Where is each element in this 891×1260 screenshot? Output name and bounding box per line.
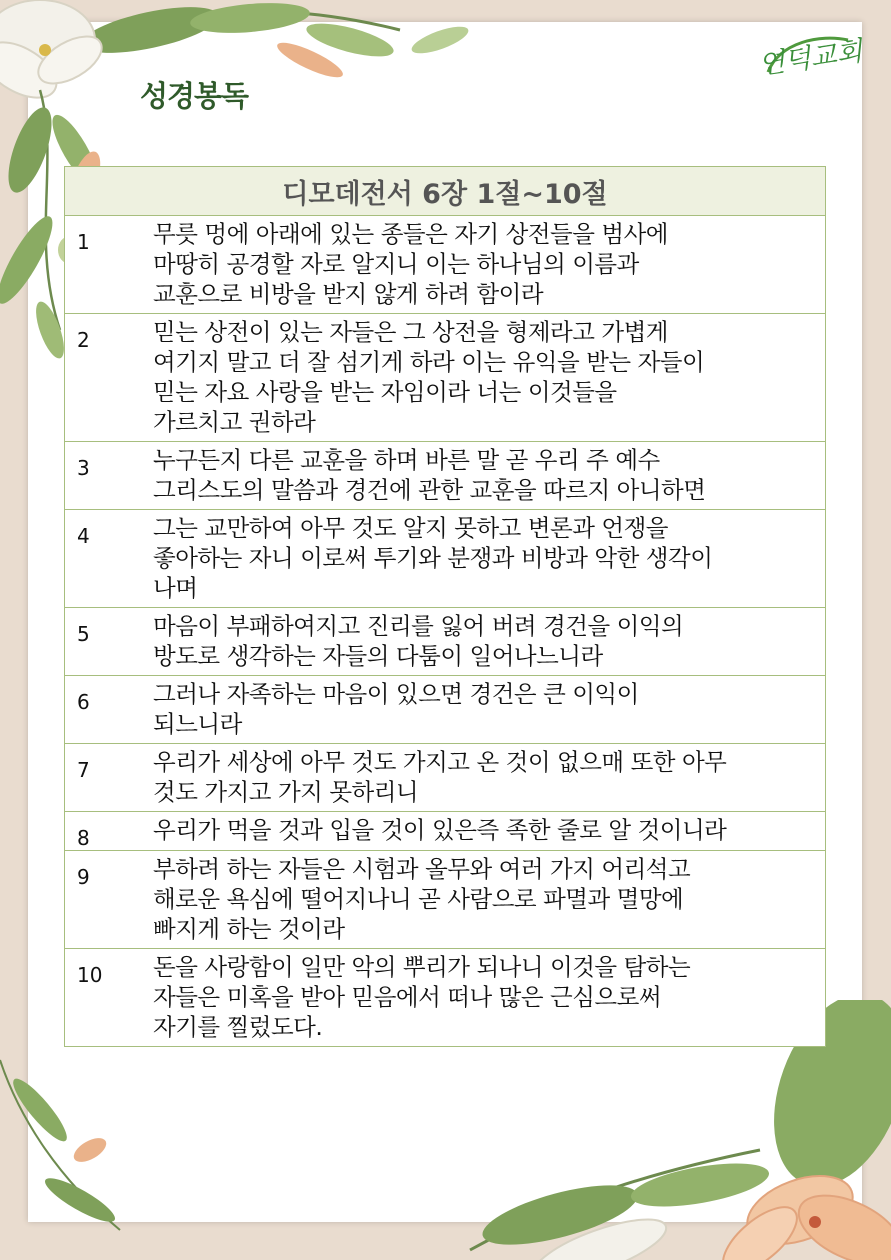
scripture-reading-table xyxy=(64,166,826,1047)
verse-row xyxy=(65,949,826,1047)
verse-line: 방도로 생각하는 자들의 다툼이 일어나느니라 xyxy=(153,642,603,670)
verse-line: 믿는 자요 사랑을 받는 자임이라 너는 이것들을 xyxy=(153,378,617,406)
verse-line: 우리가 세상에 아무 것도 가지고 온 것이 없으매 또한 아무 xyxy=(153,748,727,776)
verse-line: 돈을 사랑함이 일만 악의 뿌리가 되나니 이것을 탐하는 xyxy=(153,953,691,981)
verse-number: 10 xyxy=(65,949,150,1047)
verse-row xyxy=(65,216,826,314)
verse-line: 마땅히 공경할 자로 알지니 이는 하나님의 이름과 xyxy=(153,250,639,278)
verse-text xyxy=(149,676,826,744)
verse-number: 5 xyxy=(65,608,150,676)
verse-text xyxy=(149,442,826,510)
verse-text xyxy=(149,851,826,949)
verse-row xyxy=(65,744,826,812)
reading-heading: 디모데전서 6장 1절~10절 xyxy=(65,167,826,216)
verse-row xyxy=(65,851,826,949)
verse-row xyxy=(65,442,826,510)
verse-row xyxy=(65,676,826,744)
verse-text xyxy=(149,812,826,851)
verse-row xyxy=(65,510,826,608)
verse-row xyxy=(65,608,826,676)
verse-line: 마음이 부패하여지고 진리를 잃어 버려 경건을 이익의 xyxy=(153,612,684,640)
verse-number: 4 xyxy=(65,510,150,608)
church-logo: 연덕교회 xyxy=(756,35,865,82)
verse-line: 무릇 멍에 아래에 있는 종들은 자기 상전들을 범사에 xyxy=(153,220,669,248)
verse-line: 그러나 자족하는 마음이 있으면 경건은 큰 이익이 xyxy=(153,680,639,708)
verse-text xyxy=(149,216,826,314)
verse-line: 좋아하는 자니 이로써 투기와 분쟁과 비방과 악한 생각이 xyxy=(153,544,713,572)
verse-line: 자기를 찔렀도다. xyxy=(153,1013,323,1041)
verse-line: 자들은 미혹을 받아 믿음에서 떠나 많은 근심으로써 xyxy=(153,983,662,1011)
verse-text xyxy=(149,949,826,1047)
verse-line: 누구든지 다른 교훈을 하며 바른 말 곧 우리 주 예수 xyxy=(153,446,660,474)
verse-number: 3 xyxy=(65,442,150,510)
verse-line: 그는 교만하여 아무 것도 알지 못하고 변론과 언쟁을 xyxy=(153,514,669,542)
verse-number: 2 xyxy=(65,314,150,442)
verse-line: 되느니라 xyxy=(153,710,242,738)
verse-text xyxy=(149,744,826,812)
verse-number: 1 xyxy=(65,216,150,314)
verse-row xyxy=(65,812,826,851)
verse-number: 7 xyxy=(65,744,150,812)
verse-list xyxy=(65,216,826,1047)
verse-number: 6 xyxy=(65,676,150,744)
verse-line: 믿는 상전이 있는 자들은 그 상전을 형제라고 가볍게 xyxy=(153,318,669,346)
verse-line: 것도 가지고 가지 못하리니 xyxy=(153,778,419,806)
page-title: 성경봉독 xyxy=(140,79,249,113)
verse-text xyxy=(149,510,826,608)
verse-line: 부하려 하는 자들은 시험과 올무와 여러 가지 어리석고 xyxy=(153,855,691,883)
verse-line: 해로운 욕심에 떨어지나니 곧 사람으로 파멸과 멸망에 xyxy=(153,885,684,913)
verse-number: 8 xyxy=(65,812,150,851)
verse-line: 여기지 말고 더 잘 섬기게 하라 이는 유익을 받는 자들이 xyxy=(153,348,705,376)
verse-line: 우리가 먹을 것과 입을 것이 있은즉 족한 줄로 알 것이니라 xyxy=(153,816,727,844)
verse-row xyxy=(65,314,826,442)
verse-text xyxy=(149,314,826,442)
verse-text xyxy=(149,608,826,676)
verse-line: 빠지게 하는 것이라 xyxy=(153,915,345,943)
verse-line: 가르치고 권하라 xyxy=(153,408,316,436)
verse-line: 그리스도의 말씀과 경건에 관한 교훈을 따르지 아니하면 xyxy=(153,476,706,504)
verse-line: 나며 xyxy=(153,574,198,602)
verse-line: 교훈으로 비방을 받지 않게 하려 함이라 xyxy=(153,280,544,308)
verse-number: 9 xyxy=(65,851,150,949)
